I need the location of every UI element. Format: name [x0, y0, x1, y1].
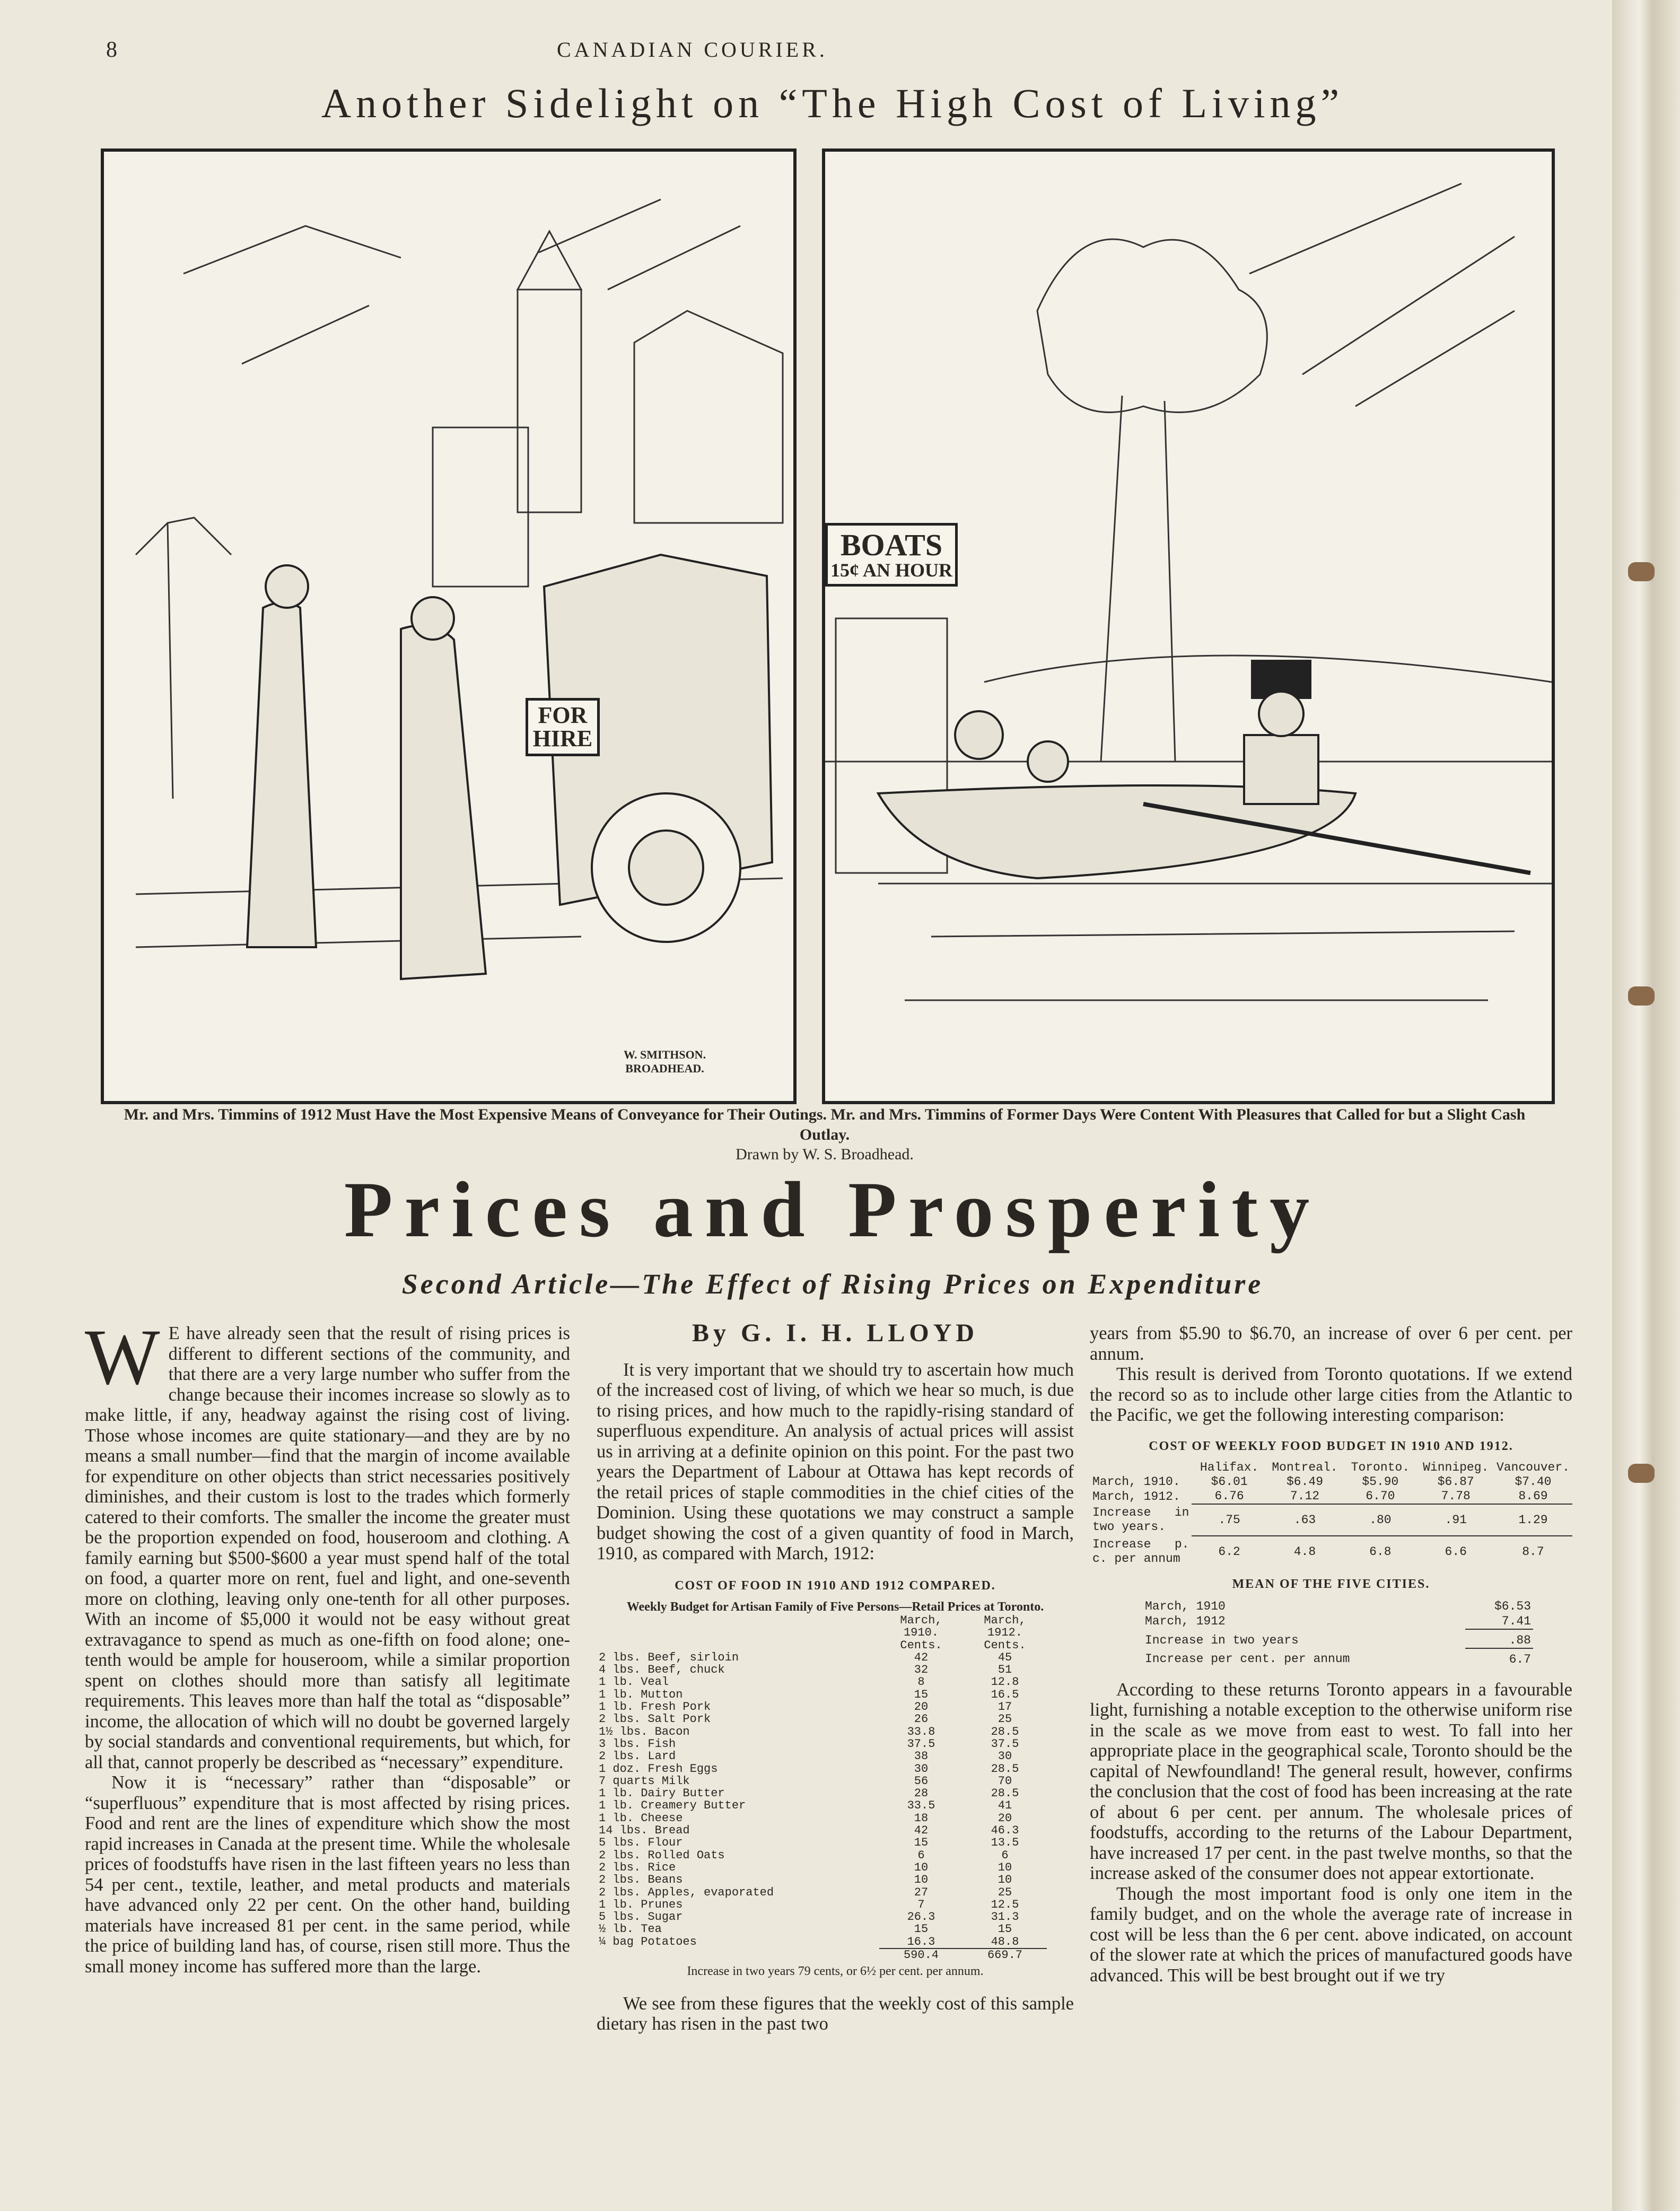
binding-stitch: [1628, 1464, 1655, 1483]
city-value: 6.2: [1192, 1536, 1266, 1568]
price-cell: 15: [914, 1688, 929, 1701]
food-item: 4 lbs. Beef, chuck: [599, 1664, 725, 1676]
price-cell: 26: [914, 1712, 929, 1726]
price-cell: 18: [914, 1811, 929, 1825]
byline: By G. I. H. LLOYD: [692, 1319, 979, 1347]
price-cell: 42: [914, 1824, 929, 1838]
city-value: .91: [1418, 1504, 1494, 1536]
city-value: 6.76: [1214, 1489, 1244, 1503]
price-cell: 30: [914, 1762, 929, 1776]
row-label: Increase p. c. per annum: [1092, 1537, 1189, 1566]
city-value: .80: [1343, 1504, 1418, 1536]
boats-sign-line2: 15¢ AN HOUR: [830, 560, 952, 581]
article-column-1: [85, 1313, 570, 1977]
city-header: Winnipeg.: [1423, 1461, 1489, 1474]
price-cell: 20: [998, 1811, 1012, 1825]
publication-header: CANADIAN COURIER.: [557, 38, 828, 62]
city-value: 6.70: [1366, 1489, 1395, 1503]
table-row: [597, 1886, 1047, 1899]
mean-value: 6.7: [1465, 1648, 1533, 1667]
city-value: $6.01: [1211, 1475, 1248, 1489]
illustration-panel-right: [822, 148, 1555, 1104]
row-label: Increase in two years: [1145, 1633, 1299, 1647]
paragraph: This result is derived from Toronto quotations. If we extend the record so as to include other large cities from the Atlantic to the Pacific, we get the following interesting comparison:: [1090, 1364, 1572, 1425]
illustration-panel-left: [101, 148, 797, 1104]
paragraph: We see from these figures that the weekly cost of this sample dietary has risen in the past two: [597, 1993, 1074, 2034]
row-label: March, 1912: [1145, 1614, 1226, 1628]
food-cost-table: [597, 1614, 1047, 1961]
city-value: 1.29: [1494, 1504, 1572, 1536]
row-label: Increase in two years.: [1092, 1506, 1189, 1534]
price-cell: 10: [998, 1860, 1012, 1874]
table-row: [597, 1689, 1047, 1701]
food-item: 2 lbs. Rolled Oats: [599, 1849, 725, 1862]
food-item: 1½ lbs. Bacon: [599, 1725, 690, 1738]
cartoon-drawing-motorcar: [104, 152, 793, 1101]
table-row: [597, 1763, 1047, 1775]
food-item: 2 lbs. Apples, evaporated: [599, 1886, 774, 1899]
price-cell: 32: [914, 1663, 929, 1677]
price-cell: 8: [917, 1675, 925, 1689]
price-cell: 30: [998, 1750, 1012, 1763]
table-row: [597, 1664, 1047, 1676]
price-cell: 56: [914, 1774, 929, 1788]
food-item: 1 lb. Creamery Butter: [599, 1799, 746, 1812]
paragraph: E have already seen that the result of rising prices is different to different sections of the community, and that there are a very large number who suffer from the change because their incomes increase so slowly as to make little, if any, headway against the rising cost of living. Those whose incomes are quite stationary—and they are by no means a small number—find that the margin of income available for expenditure on other objects than strict necessaries positively diminishes, and their custom is lost to the trades which formerly catered to their comforts. The smaller the income the greater must be the proportion expended on food, houseroom and clothing. A family earning but $500-$600 a year must spend half of the total on food, a quarter more on rent, fuel and light, and one-seventh more on clothing, leaving only one-tenth for all other purposes. With an income of $5,000 it would not be easy without great extravagance to spend as much as one-fifth on food alone; one-tenth would be ample for houseroom, while a similar proportion spent on clothes should more than satisfy all legitimate requirements. This leaves more than half the total as “disposable” income, the allocation of which will no doubt be governed largely by social standards and conventional requirements, but which, for all that, cannot properly be described as “necessary” expenditure.: [85, 1323, 570, 1772]
price-cell: 13.5: [991, 1836, 1019, 1850]
mean-value: 7.41: [1501, 1614, 1531, 1628]
table-row: [597, 1849, 1047, 1862]
city-value: .75: [1192, 1504, 1266, 1536]
table-row: [597, 1862, 1047, 1874]
table-row: [1143, 1614, 1533, 1629]
price-cell: 10: [914, 1873, 929, 1887]
illustration-credit: Drawn by W. S. Broadhead.: [736, 1146, 914, 1163]
paragraph: Though the most important food is only one item in the family budget, and on the whole the average rate of increase in cost will be less than the 6 per cent. above indicated, on account of the slower rate at which the prices of manufactured goods have advanced. This will be best brought out if we try: [1090, 1883, 1572, 1986]
price-cell: 28: [914, 1787, 929, 1801]
city-header: Montreal.: [1272, 1461, 1338, 1474]
price-cell: 46.3: [991, 1824, 1019, 1838]
drop-cap: W: [85, 1313, 160, 1401]
row-label: Increase per cent. per annum: [1145, 1652, 1350, 1666]
city-table-body: [1090, 1475, 1572, 1568]
city-value: 8.69: [1518, 1489, 1548, 1503]
total-1910: 590.4: [879, 1948, 963, 1961]
article-column-2: [597, 1319, 1074, 2034]
city-value: .63: [1267, 1504, 1343, 1536]
food-item: 1 lb. Fresh Pork: [599, 1701, 711, 1714]
table-total-row: [597, 1948, 1047, 1961]
page-edge-binding: [1612, 0, 1680, 2211]
table-row: [597, 1837, 1047, 1849]
table-row: [597, 1787, 1047, 1799]
for-hire-sign: FOR HIRE: [526, 698, 600, 756]
article-title: Prices and Prosperity: [344, 1166, 1322, 1254]
city-value: 7.12: [1290, 1489, 1320, 1503]
table-row: [1090, 1504, 1572, 1536]
price-cell: 15: [914, 1836, 929, 1850]
price-cell: 51: [998, 1663, 1012, 1677]
food-item: 1 lb. Prunes: [599, 1898, 683, 1911]
row-label: March, 1912.: [1092, 1489, 1180, 1504]
food-table-title: COST OF FOOD IN 1910 AND 1912 COMPARED.: [675, 1578, 996, 1593]
table-row: [597, 1676, 1047, 1688]
city-value: 6.6: [1418, 1536, 1494, 1568]
column-header: March, 1912.: [984, 1614, 1026, 1640]
food-item: 7 quarts Milk: [599, 1775, 690, 1788]
city-value: 8.7: [1494, 1536, 1572, 1568]
mean-table-body: [1143, 1599, 1533, 1667]
cartoon-title: Another Sidelight on “The High Cost of Living”: [321, 80, 1344, 126]
page-number: 8: [106, 38, 117, 62]
paragraph: years from $5.90 to $6.70, an increase of over 6 per cent. per annum.: [1090, 1323, 1572, 1364]
boats-sign: [825, 523, 958, 587]
artist-signature-line1: W. SMITHSON.: [624, 1048, 706, 1061]
table-row: [597, 1911, 1047, 1923]
price-cell: 33.8: [907, 1725, 935, 1738]
city-header: Toronto.: [1351, 1461, 1410, 1474]
food-item: 1 lb. Cheese: [599, 1812, 683, 1825]
food-item: 2 lbs. Rice: [599, 1861, 676, 1874]
table-row: [597, 1713, 1047, 1725]
column-header: March, 1910.: [900, 1614, 942, 1640]
price-cell: 37.5: [991, 1737, 1019, 1751]
price-cell: 6: [917, 1848, 925, 1862]
price-cell: 45: [998, 1650, 1012, 1664]
paragraph: Now it is “necessary” rather than “disposable” or “superfluous” expenditure that is most affected by rising prices. Food and rent are the lines of expenditure which show the most rapid increases in Canada at the present time. While the wholesale prices of foodstuffs have risen in the last fifteen years no less than 54 per cent., textile, leather, and metal products and materials have advanced only 22 per cent. On the other hand, building materials have increased 81 per cent. in the same period, while the price of building land has, of course, risen still more. Thus the small money income has suffered more than the large.: [85, 1772, 570, 1977]
city-cost-table: [1090, 1461, 1572, 1568]
table-header-row: [1090, 1461, 1572, 1475]
food-item: ¼ bag Potatoes: [599, 1935, 697, 1949]
food-item: 2 lbs. Lard: [599, 1750, 676, 1763]
city-table-title: COST OF WEEKLY FOOD BUDGET IN 1910 AND 1912.: [1149, 1439, 1513, 1453]
table-row: [597, 1874, 1047, 1886]
city-value: $6.87: [1437, 1475, 1474, 1489]
table-row: [597, 1899, 1047, 1911]
mean-value: .88: [1465, 1629, 1533, 1648]
city-value: 6.8: [1343, 1536, 1418, 1568]
price-cell: 70: [998, 1774, 1012, 1788]
artist-signature-line2: BROADHEAD.: [625, 1062, 704, 1075]
table-row: [597, 1923, 1047, 1935]
mean-value: $6.53: [1494, 1599, 1531, 1613]
table-row: [597, 1824, 1047, 1837]
food-item: 1 lb. Dairy Butter: [599, 1787, 725, 1800]
food-item: 5 lbs. Sugar: [599, 1911, 683, 1924]
price-cell: 17: [998, 1700, 1012, 1714]
price-cell: 33.5: [907, 1799, 935, 1813]
article-subtitle: Second Article—The Effect of Rising Prices on Expenditure: [401, 1268, 1264, 1300]
table-row: [597, 1799, 1047, 1812]
city-value: $6.49: [1286, 1475, 1323, 1489]
table-row: [597, 1812, 1047, 1824]
table-row: [1143, 1629, 1533, 1648]
price-cell: 41: [998, 1799, 1012, 1813]
row-label: March, 1910: [1145, 1599, 1226, 1613]
food-item: ½ lb. Tea: [599, 1923, 662, 1936]
food-item: 5 lbs. Flour: [599, 1837, 683, 1849]
price-cell: 48.8: [991, 1935, 1019, 1948]
price-cell: 28.5: [991, 1787, 1019, 1801]
price-cell: 16.5: [991, 1688, 1019, 1701]
table-row: [597, 1775, 1047, 1787]
table-row: [597, 1726, 1047, 1738]
table-row: [597, 1750, 1047, 1762]
price-cell: 27: [914, 1885, 929, 1899]
price-cell: 10: [998, 1873, 1012, 1887]
price-cell: 15: [914, 1922, 929, 1936]
article-column-3: [1090, 1323, 1572, 1986]
price-cell: 10: [914, 1860, 929, 1874]
price-cell: 25: [998, 1712, 1012, 1726]
unit-label: Cents.: [984, 1638, 1026, 1652]
price-cell: 42: [914, 1650, 929, 1664]
price-cell: 12.5: [991, 1898, 1019, 1911]
binding-stitch: [1628, 986, 1655, 1006]
price-cell: 38: [914, 1750, 929, 1763]
food-item: 14 lbs. Bread: [599, 1824, 690, 1837]
food-item: 1 lb. Veal: [599, 1676, 669, 1689]
price-cell: 6: [1001, 1848, 1009, 1862]
price-cell: 31.3: [991, 1910, 1019, 1924]
table-row: [1143, 1648, 1533, 1667]
table-row: [597, 1701, 1047, 1713]
paragraph: It is very important that we should try to ascertain how much of the increased cost of living, of which we hear so much, is due to rising prices, and how much to the rapidly-rising standard of superfluous expenditure. An analysis of actual prices will assist us in arriving at a definite opinion on this point. For the past two years the Department of Labour at Ottawa has kept records of the retail prices of staple commodities in the chief cities of the Dominion. Using these quotations we may construct a sample budget showing the cost of a given quantity of food in March, 1910, as compared with March, 1912:: [597, 1359, 1074, 1563]
food-table-note: Increase in two years 79 cents, or 6½ per cent. per annum.: [687, 1964, 984, 1979]
price-cell: 20: [914, 1700, 929, 1714]
table-row: [1090, 1475, 1572, 1489]
city-value: 7.78: [1441, 1489, 1471, 1503]
paragraph: According to these returns Toronto appears in a favourable light, furnishing a notable exception to the otherwise uniform rise in the scale as we move from east to west. To fall into her appropriate place in the geographical scale, Toronto should be the capital of Newfoundland! The general result, however, confirms the conclusion that the cost of food has been increasing at the rate of about 6 per cent. per annum. The wholesale prices of foodstuffs, according to the returns of the Labour Department, have increased 17 per cent. in the past twelve months, so that the increase asked of the consumer does not appear extortionate.: [1090, 1679, 1572, 1883]
food-item: 2 lbs. Salt Pork: [599, 1713, 711, 1726]
boats-sign-line1: BOATS: [840, 528, 943, 562]
price-cell: 16.3: [907, 1935, 935, 1948]
price-cell: 37.5: [907, 1737, 935, 1751]
cartoon-drawing-rowboat: [825, 152, 1552, 1101]
illustration-caption: Mr. and Mrs. Timmins of 1912 Must Have the Most Expensive Means of Conveyance for Their Outings. Mr. and Mrs. Timmins of Former Days Were Content With Pleasures that Called for but a Slight Cash Outlay.: [124, 1106, 1526, 1143]
price-cell: 12.8: [991, 1675, 1019, 1689]
food-item: 1 lb. Mutton: [599, 1688, 683, 1701]
table-header-row: [597, 1614, 1047, 1639]
price-cell: 28.5: [991, 1725, 1019, 1738]
price-cell: 7: [917, 1898, 925, 1911]
total-1912: 669.7: [963, 1948, 1047, 1961]
food-item: 2 lbs. Beans: [599, 1874, 683, 1886]
price-cell: 15: [998, 1922, 1012, 1936]
row-label: March, 1910.: [1092, 1475, 1180, 1489]
table-row: [597, 1651, 1047, 1664]
city-value: $5.90: [1362, 1475, 1399, 1489]
table-row: [597, 1738, 1047, 1750]
food-table-subtitle: Weekly Budget for Artisan Family of Five Persons—Retail Prices at Toronto.: [626, 1600, 1044, 1614]
price-cell: 25: [998, 1885, 1012, 1899]
binding-stitch: [1628, 562, 1655, 581]
table-header-row: [597, 1639, 1047, 1651]
food-item: 2 lbs. Beef, sirloin: [599, 1651, 739, 1664]
price-cell: 28.5: [991, 1762, 1019, 1776]
city-header: Vancouver.: [1496, 1461, 1570, 1474]
city-header: Halifax.: [1200, 1461, 1259, 1474]
unit-label: Cents.: [900, 1638, 942, 1652]
table-row: [1090, 1536, 1572, 1568]
food-item: 1 doz. Fresh Eggs: [599, 1762, 718, 1775]
mean-table-title: MEAN OF THE FIVE CITIES.: [1232, 1577, 1430, 1591]
price-cell: 26.3: [907, 1910, 935, 1924]
city-value: 4.8: [1267, 1536, 1343, 1568]
mean-table: [1143, 1599, 1533, 1667]
table-row: [1090, 1489, 1572, 1504]
artist-signature: [624, 1048, 706, 1076]
city-value: $7.40: [1515, 1475, 1552, 1489]
food-table-body: [597, 1651, 1047, 1948]
table-row: [1143, 1599, 1533, 1614]
food-item: 3 lbs. Fish: [599, 1737, 676, 1751]
table-row: [597, 1936, 1047, 1948]
